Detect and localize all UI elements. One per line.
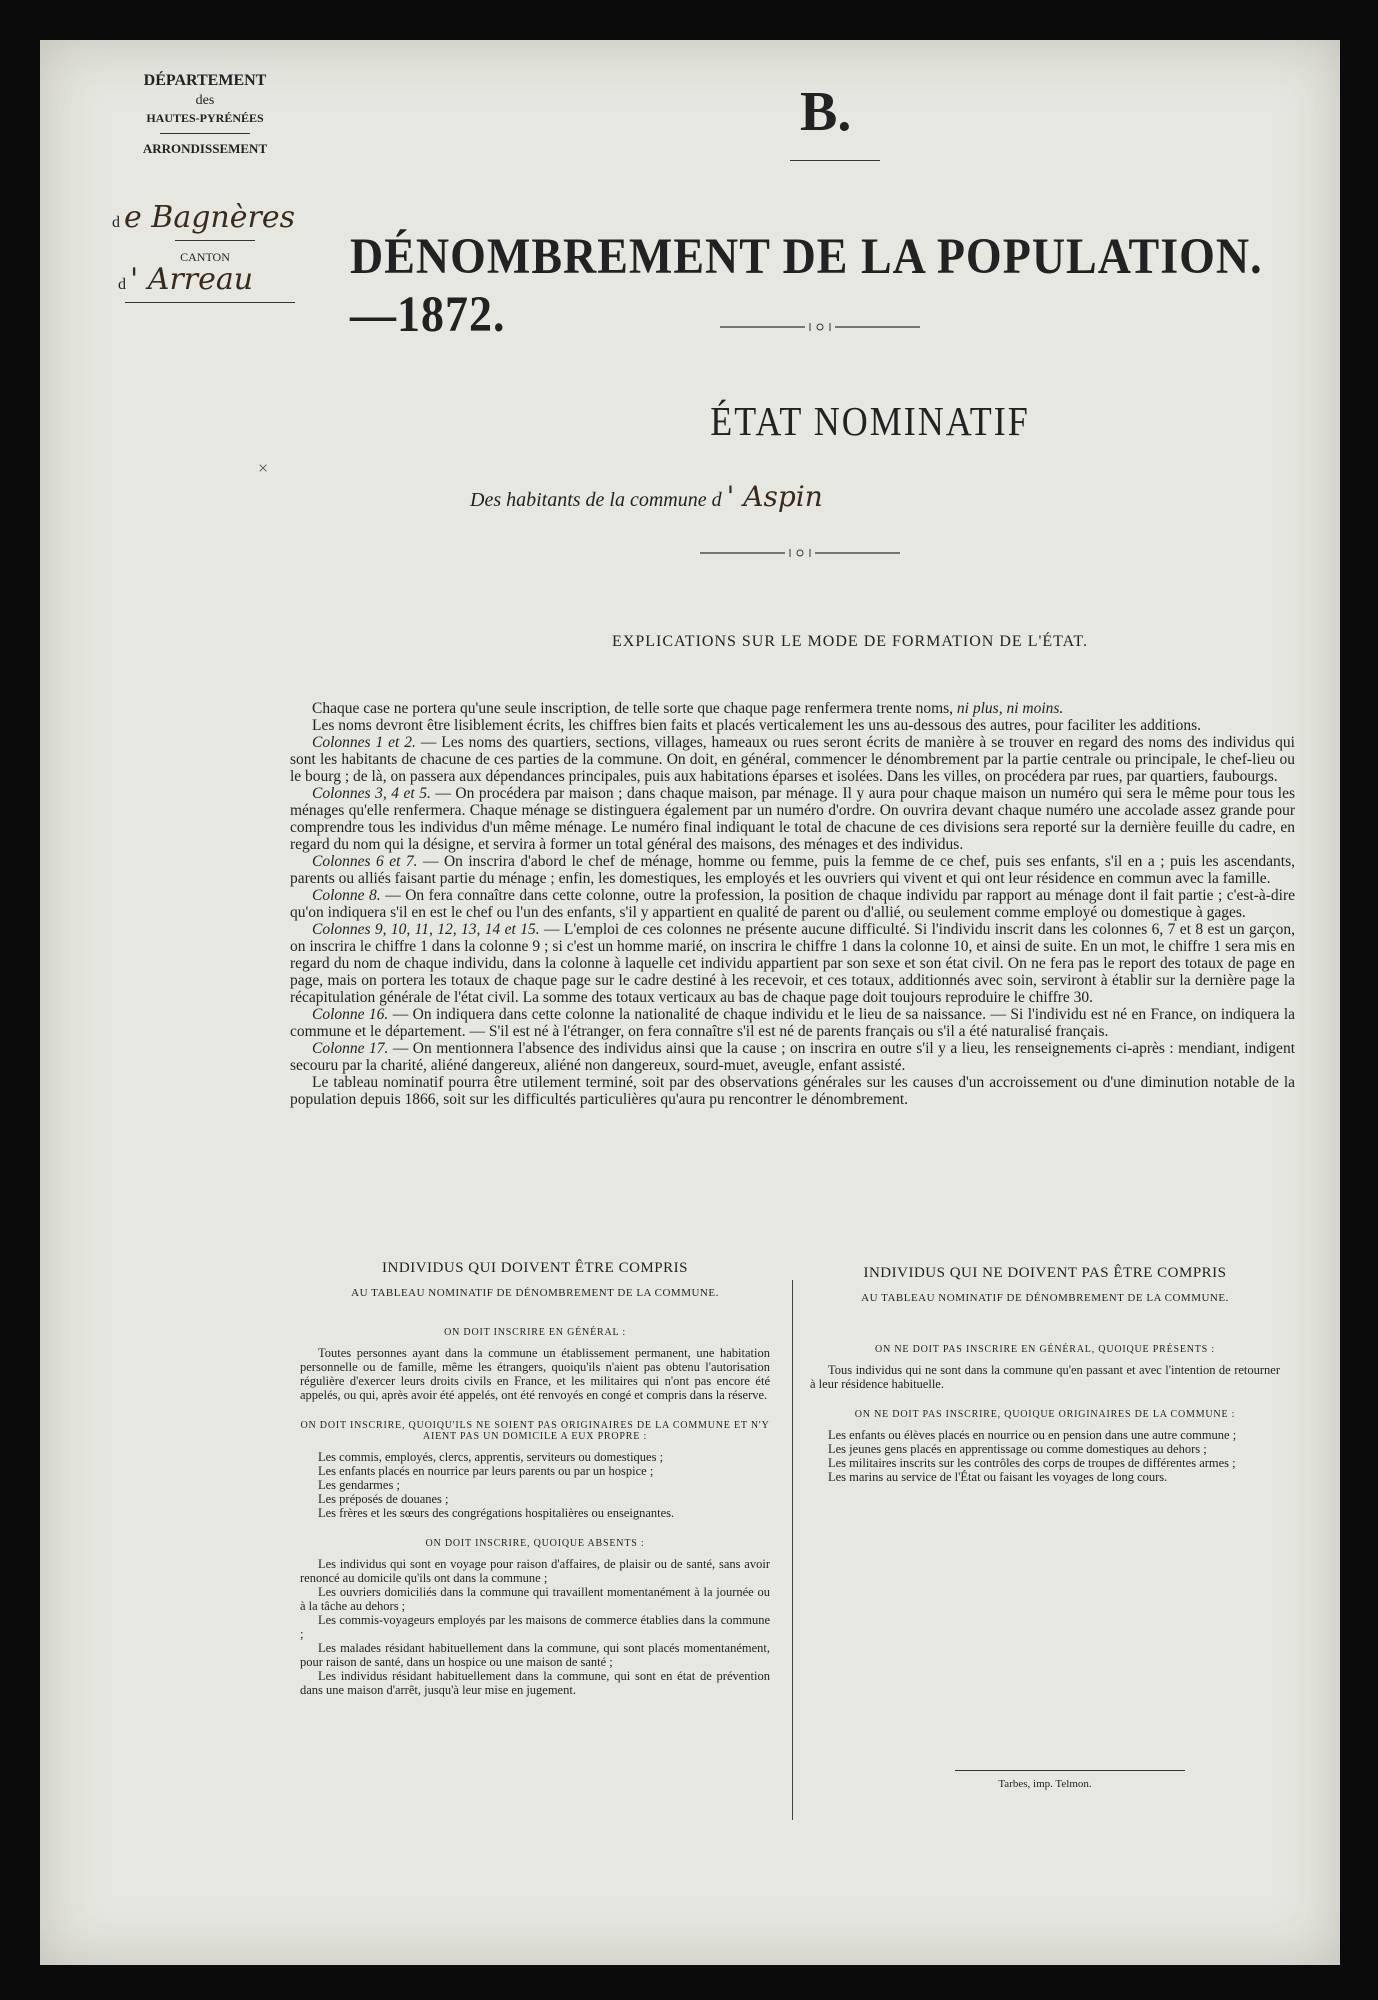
- main-title: DÉNOMBREMENT DE LA POPULATION.—1872.: [350, 227, 1263, 343]
- commune-line: [470, 480, 823, 513]
- paragraph: Colonnes 3, 4 et 5. — On procédera par maison ; dans chaque maison, par ménage. Il y aura pour chaque maison un numéro qui sera le même pour tous les ménages qu'elle renfermera. Chaque ménage se distinguera également par un numéro d'ordre. On ouvrira devant chaque numéro une accolade assez grande pour comprendre tous les individus d'un même ménage. Le numéro final indiquant le total de chacune de ces divisions sera reporté sur la dernière feuille du cadre, en regard du nom qui la désigne, et servira à former un total général des maisons, des ménages et des individus.: [290, 785, 1295, 853]
- list-item: Les enfants placés en nourrice par leurs parents ou par un hospice ;: [318, 1464, 654, 1478]
- ornament-rule: [700, 548, 900, 558]
- list-item: Les militaires inscrits sur les contrôles des corps de troupes de différentes armes ;: [828, 1456, 1236, 1470]
- section-text: Tous individus qui ne sont dans la commune qu'en passant et avec l'intention de retourner à leur résidence habituelle.: [810, 1363, 1280, 1391]
- paragraph: Le tableau nominatif pourra être utilement terminé, soit par des observations générales sur les causes d'un accroissement ou d'une diminution notable de la population depuis 1866, soit sur les difficultés particulières qu'aura pu rencontrer le dénombrement.: [290, 1074, 1295, 1108]
- divider: [175, 240, 255, 241]
- paragraph: Colonne 8. — On fera connaître dans cette colonne, outre la profession, la position de chaque individu par rapport au ménage dont il fait partie ; c'est-à-dire qu'on indiquera s'il en est le chef ou l'un des enfants, s'il y appartient en qualité de parent ou d'allié, ou seulement comme employé ou domestique à gages.: [290, 887, 1295, 921]
- list-item: Les gendarmes ;: [318, 1478, 400, 1492]
- section-title: ON NE DOIT PAS INSCRIRE EN GÉNÉRAL, QUOIQUE PRÉSENTS :: [875, 1344, 1215, 1355]
- paragraph: Colonnes 1 et 2. — Les noms des quartiers, sections, villages, hameaux ou rues seront écrits de manière à se trouver en regard des noms des individus qui sont les habitants de chacune de ces parties de la commune. On doit, en général, commencer le dénombrement par la partie centrale ou principale, le chef-lieu ou le bourg ; de là, on passera aux dépendances principales, puis aux habitations éparses et isolées. Dans les villes, on procédera par rues, par quartiers, faubourgs.: [290, 734, 1295, 785]
- section-title: ON DOIT INSCRIRE EN GÉNÉRAL :: [444, 1327, 626, 1338]
- explications-title: EXPLICATIONS SUR LE MODE DE FORMATION DE L'ÉTAT.: [612, 633, 1088, 650]
- column-divider: [792, 1280, 793, 1820]
- arrondissement-line: [112, 200, 312, 235]
- list-item: Les jeunes gens placés en apprentissage ou comme domestiques au dehors ;: [828, 1442, 1207, 1456]
- list-item: Les enfants ou élèves placés en nourrice ou en pension dans une autre commune ;: [828, 1428, 1237, 1442]
- divider: [790, 160, 880, 161]
- ornament-rule: [720, 322, 920, 332]
- section-list: [300, 1450, 770, 1520]
- section-title: ON DOIT INSCRIRE, QUOIQUE ABSENTS :: [425, 1538, 645, 1549]
- paragraph: Colonnes 9, 10, 11, 12, 13, 14 et 15. — L'emploi de ces colonnes ne présente aucune difficulté. Si l'individu inscrit dans les colonnes 6, 7 et 8 est un garçon, on inscrira le chiffre 1 dans la colonne 9 ; si c'est un homme marié, on inscrira le chiffre 1 dans la colonne 10, et ainsi de suite. En un mot, le chiffre 1 sera mis en regard du nom de chaque individu, dans la colonne à laquelle cet individu appartient par son sexe et son état civil. On ne fera pas le report des totaux de page en page, mais on portera les totaux de chaque page sur le cadre destiné à les recevoir, et ces totaux, additionnés avec soin, serviront à établir sur la dernière page la récapitulation générale de l'état civil. La somme des totaux verticaux au bas de chaque page doit toujours reproduire le chiffre 30.: [290, 921, 1296, 1006]
- commune-label: Des habitants de la commune d: [470, 489, 722, 511]
- column-heading: INDIVIDUS QUI DOIVENT ÊTRE COMPRIS: [382, 1260, 688, 1276]
- paragraph: Les noms devront être lisiblement écrits, les chiffres bien faits et placés verticalement les uns au-dessous des autres, pour faciliter les additions.: [312, 717, 1201, 734]
- section-title: ON NE DOIT PAS INSCRIRE, QUOIQUE ORIGINAIRES DE LA COMMUNE :: [854, 1409, 1236, 1420]
- section-list: [300, 1557, 770, 1697]
- list-item: Les préposés de douanes ;: [318, 1492, 449, 1506]
- list-item: Les frères et les sœurs des congrégations hospitalières ou enseignantes.: [318, 1506, 675, 1520]
- des-label: des: [195, 92, 215, 108]
- section-title: ON DOIT INSCRIRE, QUOIQU'ILS NE SOIENT PAS ORIGINAIRES DE LA COMMUNE ET N'Y AIENT PAS UN DOMICILE A EUX PROPRE :: [300, 1420, 770, 1442]
- canton-label: CANTON: [180, 250, 230, 264]
- column-heading: INDIVIDUS QUI NE DOIVENT PAS ÊTRE COMPRIS: [863, 1265, 1227, 1281]
- list-item: Les malades résidant habituellement dans la commune, qui sont placés momentanément, pour raison de santé, dans un hospice ou une maison de santé ;: [300, 1641, 770, 1669]
- divider: [955, 1770, 1185, 1771]
- departement-label: DÉPARTEMENT: [143, 72, 267, 89]
- list-item: Les commis-voyageurs employés par les maisons de commerce établies dans la commune ;: [300, 1613, 770, 1641]
- paragraph: Colonne 17. — On mentionnera l'absence des individus ainsi que la cause ; on inscrira en outre s'il y a lieu, les renseignements ci-après : mendiant, indigent secouru par la charité, aliéné dangereux, aliéné non dangereux, sourd-muet, aveugle, enfant assisté.: [290, 1040, 1295, 1074]
- paragraph: Chaque case ne portera qu'une seule inscription, de telle sorte que chaque page renfermera trente noms, ni plus, ni moins.: [312, 700, 1064, 717]
- commune-value: ' Aspin: [726, 480, 823, 513]
- canton-line: [118, 262, 318, 297]
- explications-body: [290, 700, 1295, 1108]
- section-text: Toutes personnes ayant dans la commune un établissement permanent, une habitation personnelle ou de famille, même les étrangers, quoiqu'ils n'aient pas obtenu l'autorisation régulière d'exercer leurs droits civils en France, et les militaires qui n'ont pas encore été appelés, ou qui, après avoir été appelés, ont été renvoyés en congé et compris dans la réserve.: [300, 1346, 770, 1402]
- department-block: [100, 70, 310, 157]
- subtitle: ÉTAT NOMINATIF: [710, 398, 1030, 444]
- departement-name: HAUTES-PYRÉNÉES: [146, 111, 264, 126]
- list-item: Les commis, employés, clercs, apprentis, serviteurs ou domestiques ;: [318, 1450, 664, 1464]
- arrondissement-prefix: d: [112, 214, 120, 231]
- canton-value: ' Arreau: [130, 262, 254, 297]
- canton-prefix: d: [118, 276, 126, 293]
- pencil-mark-icon: ×: [258, 458, 269, 478]
- paragraph: Colonnes 6 et 7. — On inscrira d'abord le chef de ménage, homme ou femme, puis la femme de ce chef, puis ses enfants, s'il en a ; puis les ascendants, parents ou alliés faisant partie du ménage ; enfin, les domestiques, les employés et les ouvriers qui vivent et qui ont leur résidence en commun avec la famille.: [290, 853, 1295, 887]
- list-item: Les individus résidant habituellement dans la commune, qui sont en état de prévention dans une maison d'arrêt, jusqu'à leur mise en jugement.: [300, 1669, 770, 1697]
- list-item: Les marins au service de l'État ou faisant les voyages de long cours.: [828, 1470, 1168, 1484]
- included-individuals-column: [300, 1260, 770, 1697]
- list-item: Les ouvriers domiciliés dans la commune qui travaillent momentanément à la journée ou à la tâche au dehors ;: [300, 1585, 770, 1613]
- section-list: [810, 1428, 1280, 1484]
- printer-imprint: Tarbes, imp. Telmon.: [998, 1778, 1092, 1790]
- series-letter: B.: [800, 81, 852, 143]
- column-subheading: AU TABLEAU NOMINATIF DE DÉNOMBREMENT DE LA COMMUNE.: [351, 1287, 719, 1299]
- arrondissement-label: ARRONDISSEMENT: [142, 140, 268, 156]
- paragraph: Colonne 16. — On indiquera dans cette colonne la nationalité de chaque individu et le lieu de sa naissance. — Si l'individu est né en France, on indiquera la commune et le département. — S'il est né à l'étranger, on fera connaître s'il est né de parents français ou s'il a été naturalisé français.: [290, 1006, 1296, 1040]
- list-item: Les individus qui sont en voyage pour raison d'affaires, de plaisir ou de santé, sans avoir renoncé au domicile qu'ils ont dans la commune ;: [300, 1557, 770, 1585]
- divider: [125, 302, 295, 303]
- column-subheading: AU TABLEAU NOMINATIF DE DÉNOMBREMENT DE LA COMMUNE.: [861, 1292, 1229, 1304]
- excluded-individuals-column: [810, 1265, 1280, 1484]
- divider: [160, 133, 250, 134]
- arrondissement-value: e Bagnères: [124, 200, 295, 235]
